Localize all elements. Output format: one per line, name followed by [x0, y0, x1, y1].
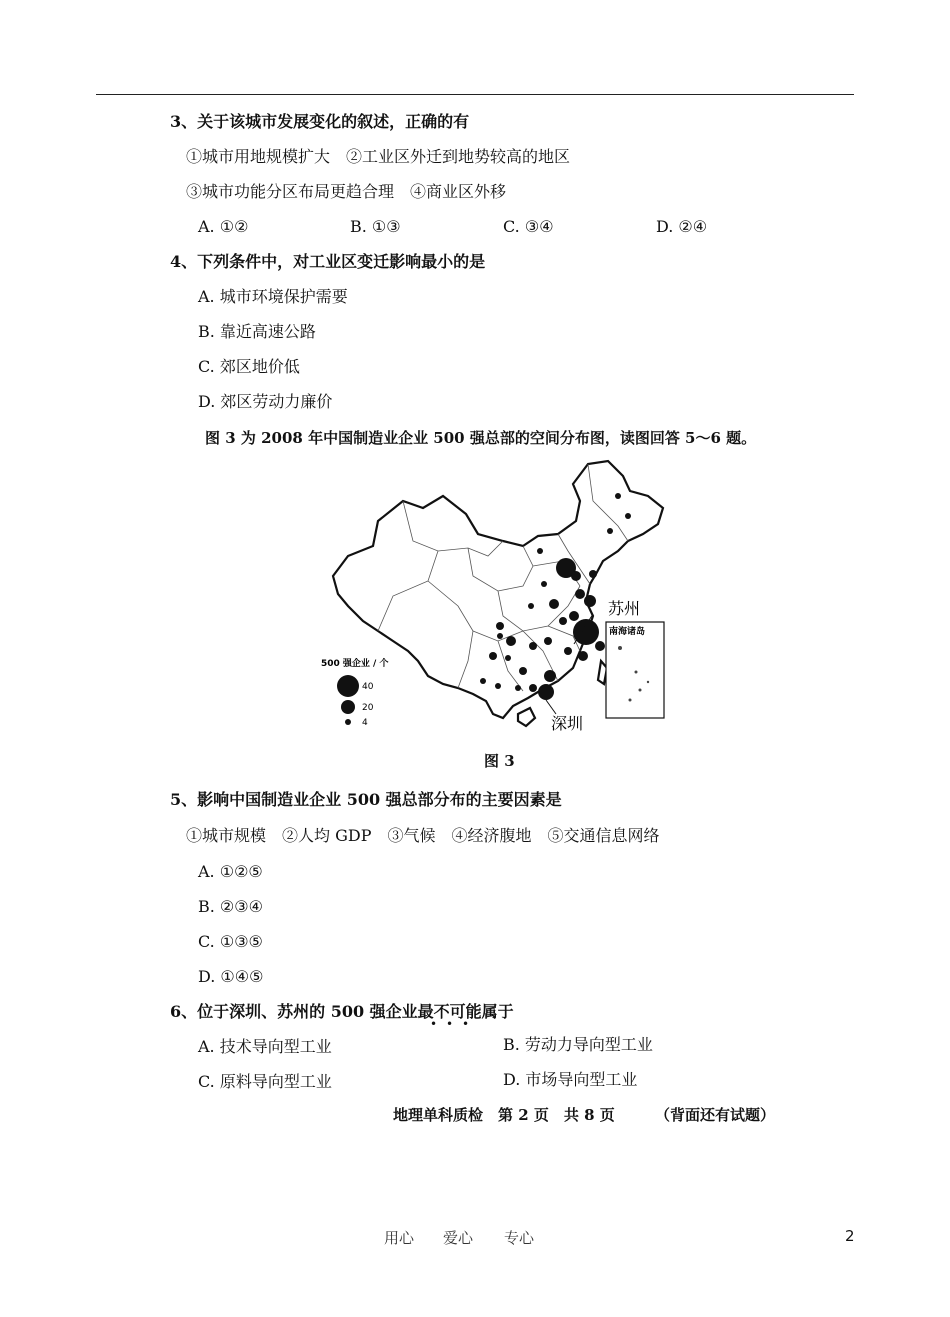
shenzhen-leader-line	[546, 700, 556, 714]
q6-stem: 6、位于深圳、苏州的 500 强企业最不可能属于	[170, 1002, 514, 1021]
hq-bubble	[497, 633, 503, 639]
hq-bubble	[480, 678, 486, 684]
q6-option-b: B. 劳动力导向型工业	[503, 1035, 653, 1054]
watermark-1: 用心	[384, 1229, 415, 1247]
q4-stem: 4、下列条件中，对工业区变迁影响最小的是	[170, 252, 486, 271]
hq-bubble	[529, 684, 537, 692]
island	[635, 671, 638, 674]
legend-circle-small	[345, 719, 351, 725]
hq-bubble	[529, 642, 537, 650]
hq-bubble	[589, 570, 597, 578]
emphasis-dot: •	[446, 1017, 454, 1031]
island	[629, 699, 632, 702]
q5-option-a: A. ①②⑤	[198, 862, 263, 881]
q4-option-c: C. 郊区地价低	[198, 357, 300, 376]
q6-option-d: D. 市场导向型工业	[503, 1070, 638, 1089]
q6-option-c: C. 原料导向型工业	[198, 1072, 332, 1091]
hq-bubble	[584, 595, 596, 607]
q5-items: ①城市规模 ②人均 GDP ③气候 ④经济腹地 ⑤交通信息网络	[186, 826, 660, 845]
hq-bubble	[571, 571, 581, 581]
island	[647, 681, 649, 683]
hq-bubble	[578, 651, 588, 661]
q4-option-d: D. 郊区劳动力廉价	[198, 392, 333, 411]
q3-item-line-2: ③城市功能分区布局更趋合理 ④商业区外移	[186, 182, 507, 201]
hq-bubble	[615, 493, 621, 499]
hq-bubble	[505, 655, 511, 661]
south-china-sea-inset	[606, 622, 664, 718]
hq-bubble	[625, 513, 631, 519]
hq-bubble-suzhou	[573, 619, 599, 645]
figure-caption: 图 3	[484, 752, 515, 770]
inset-title: 南海诸岛	[609, 627, 646, 637]
hq-bubble	[495, 683, 501, 689]
label-suzhou: 苏州	[608, 599, 641, 618]
island	[639, 689, 642, 692]
q3-item-line-1: ①城市用地规模扩大 ②工业区外迁到地势较高的地区	[186, 147, 571, 166]
q5-stem: 5、影响中国制造业企业 500 强总部分布的主要因素是	[170, 790, 562, 809]
q5-option-c: C. ①③⑤	[198, 932, 263, 951]
hq-bubble	[595, 641, 605, 651]
label-shenzhen: 深圳	[551, 714, 584, 733]
hq-bubble	[575, 589, 585, 599]
china-map-figure	[318, 456, 678, 746]
hq-bubble	[506, 636, 516, 646]
hq-bubble	[559, 617, 567, 625]
q5-option-d: D. ①④⑤	[198, 967, 264, 986]
legend-value-small: 4	[362, 718, 368, 728]
hq-bubble	[544, 670, 556, 682]
emphasis-dot: •	[430, 1017, 438, 1031]
hq-bubble	[549, 599, 559, 609]
island	[618, 646, 622, 650]
q3-option-a: A. ①②	[198, 217, 249, 236]
hq-bubble	[607, 528, 613, 534]
legend-title: 500 强企业 / 个	[321, 659, 389, 669]
legend-value-large: 40	[362, 682, 374, 692]
legend	[321, 657, 388, 728]
hq-bubble	[489, 652, 497, 660]
hq-bubble	[537, 548, 543, 554]
page-number: 2	[845, 1227, 855, 1245]
hq-bubble-shenzhen	[538, 684, 554, 700]
q6-option-a: A. 技术导向型工业	[198, 1037, 332, 1056]
legend-circle-large	[337, 675, 359, 697]
q5-option-b: B. ②③④	[198, 897, 263, 916]
legend-circle-medium	[341, 700, 355, 714]
q3-option-c: C. ③④	[503, 217, 554, 236]
q4-option-a: A. 城市环境保护需要	[198, 287, 348, 306]
exam-footer-note: （背面还有试题）	[655, 1106, 776, 1124]
watermark-2: 爱心	[443, 1229, 474, 1247]
figure-intro: 图 3 为 2008 年中国制造业企业 500 强总部的空间分布图，读图回答 5～6 题。	[205, 429, 757, 447]
header-rule	[96, 94, 854, 95]
hq-bubble	[528, 603, 534, 609]
q3-option-b: B. ①③	[350, 217, 401, 236]
hq-bubble	[496, 622, 504, 630]
q4-option-b: B. 靠近高速公路	[198, 322, 316, 341]
exam-footer-page: 地理单科质检 第 2 页 共 8 页	[393, 1106, 615, 1124]
q3-option-d: D. ②④	[656, 217, 708, 236]
q3-stem: 3、关于该城市发展变化的叙述，正确的有	[170, 112, 470, 131]
hq-bubble	[569, 611, 579, 621]
legend-value-medium: 20	[362, 703, 374, 713]
hq-bubble	[519, 667, 527, 675]
hq-bubble	[564, 647, 572, 655]
hq-bubble	[515, 685, 521, 691]
hq-bubble	[544, 637, 552, 645]
watermark-3: 专心	[504, 1229, 535, 1247]
hq-bubble	[541, 581, 547, 587]
emphasis-dot: •	[462, 1017, 470, 1031]
